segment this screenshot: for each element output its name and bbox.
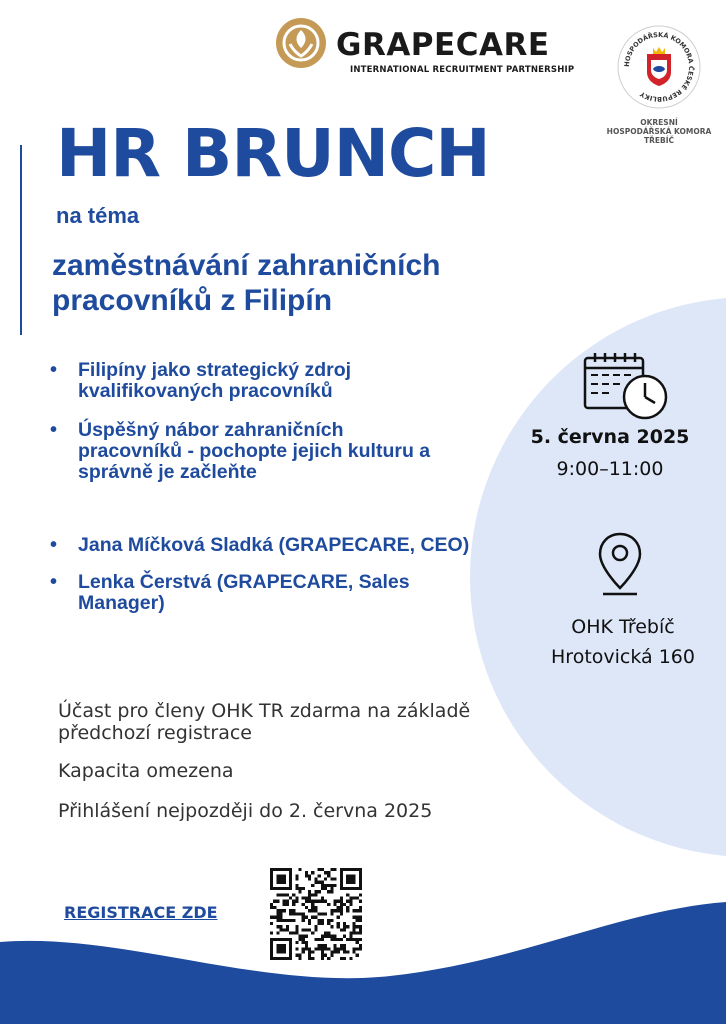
calendar-clock-icon (583, 352, 669, 422)
left-accent-line (20, 145, 22, 335)
deadline-info: Přihlášení nejpozději do 2. června 2025 (58, 800, 433, 822)
subject-line-2: pracovníků z Filipín (52, 284, 333, 317)
speaker-item: • Lenka Čerstvá (GRAPECARE, Sales Manager) (50, 572, 470, 614)
grapecare-logo-icon (276, 18, 326, 68)
participation-info: Účast pro členy OHK TR zdarma na základě předchozí registrace (58, 700, 471, 744)
event-date: 5. června 2025 (530, 426, 690, 448)
brand-tagline: INTERNATIONAL RECRUITMENT PARTNERSHIP (350, 65, 575, 75)
topics-list (50, 360, 450, 501)
chamber-line-2: HOSPODÁŘSKÁ KOMORA (606, 127, 712, 136)
event-place (518, 612, 726, 672)
chamber-line-1: OKRESNÍ (640, 118, 678, 127)
brand-name: GRAPECARE (336, 27, 550, 63)
chamber-logo (604, 24, 714, 145)
chamber-seal-text: HOSPODÁŘSKÁ KOMORA ČESKÉ REPUBLIKY (622, 30, 696, 104)
subject-heading (52, 248, 572, 318)
page-title: HR BRUNCH (56, 115, 490, 192)
speaker-item: • Jana Míčková Sladká (GRAPECARE, CEO) (50, 535, 470, 556)
speakers-list (50, 535, 470, 630)
event-place-line-2: Hrotovická 160 (551, 646, 695, 668)
capacity-info: Kapacita omezena (58, 760, 234, 782)
map-pin-icon (597, 532, 643, 596)
background-wave (0, 880, 726, 1024)
subject-line-1: zaměstnávání zahraničních (52, 249, 441, 282)
topic-item: • Filipíny jako strategický zdroj kvalifikovaných pracovníků (50, 360, 450, 402)
qr-code-icon[interactable] (270, 868, 362, 960)
event-place-line-1: OHK Třebíč (571, 616, 675, 638)
event-time: 9:00–11:00 (556, 458, 664, 480)
registration-link[interactable]: REGISTRACE ZDE (64, 903, 218, 922)
chamber-line-3: TŘEBÍČ (643, 136, 675, 145)
grapecare-logo (276, 18, 596, 80)
subtitle-prefix: na téma (56, 203, 140, 228)
chamber-seal-icon (616, 24, 702, 110)
topic-item: • Úspěšný nábor zahraničních pracovníků - pochopte jejich kulturu a správně je začleňte (50, 420, 450, 483)
